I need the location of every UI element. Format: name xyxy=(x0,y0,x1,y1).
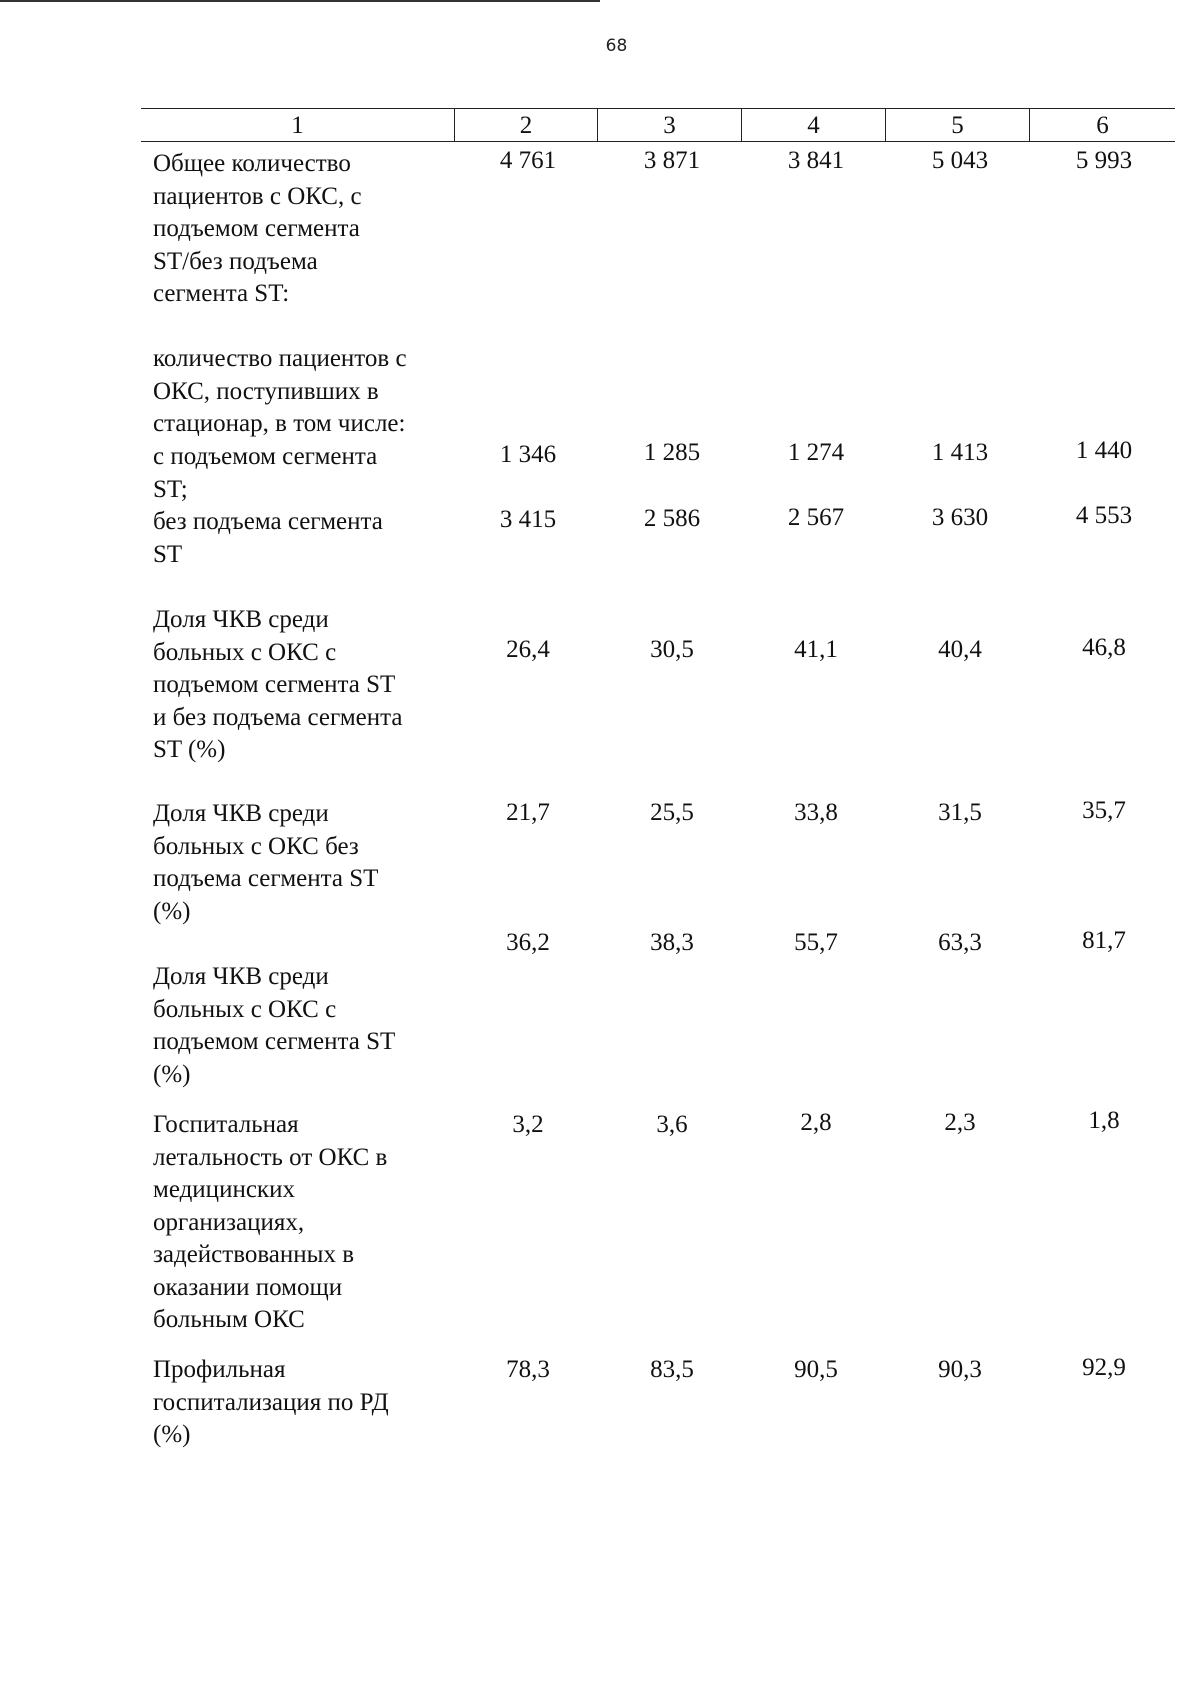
cell-value: 3 841 xyxy=(787,147,845,174)
cell-value: 36,2 xyxy=(506,929,550,956)
page-number: 68 xyxy=(605,36,628,56)
cell-value: 2,3 xyxy=(944,1109,976,1136)
row-label-profile-hospitalization: Профильная госпитализация по РД (%) xyxy=(153,1356,389,1448)
cell-value: 1,8 xyxy=(1088,1107,1120,1134)
cell-value: 30,5 xyxy=(650,636,694,663)
cell-value: 3 871 xyxy=(643,147,701,174)
cell-value: 5 993 xyxy=(1075,147,1133,174)
row-label-pci-share-with-st: Доля ЧКВ среди больных с ОКС с подъемом сегмента ST (%) xyxy=(153,963,396,1088)
cell-value: 4 553 xyxy=(1075,502,1133,529)
cell-value: 31,5 xyxy=(938,799,982,826)
cell-value: 90,3 xyxy=(938,1356,982,1383)
cell-value: 41,1 xyxy=(794,636,838,663)
cell-value: 83,5 xyxy=(650,1356,694,1383)
row-label-hospital-mortality: Госпитальная летальность от ОКС в медицинских организациях, задействованных в оказании помощи больным ОКС xyxy=(153,1111,388,1333)
cell-value: 40,4 xyxy=(938,636,982,663)
row-label-pci-share-total: Доля ЧКВ среди больных с ОКС с подъемом сегмента ST и без подъема сегмента ST (%) xyxy=(153,606,403,763)
cell-value: 3 630 xyxy=(931,504,989,531)
row-label-total-patients: Общее количество пациентов с ОКС, с подъемом сегмента ST/без подъема сегмента ST: xyxy=(153,150,362,307)
header-cell-5: 5 xyxy=(885,109,1029,141)
row-label-with-st: с подъемом сегмента ST; xyxy=(153,443,378,503)
cell-value: 4 761 xyxy=(499,147,557,174)
cell-value: 33,8 xyxy=(794,799,838,826)
cell-value: 26,4 xyxy=(506,636,550,663)
cell-value: 92,9 xyxy=(1082,1354,1126,1381)
scan-edge-rule xyxy=(0,0,600,2)
row-label-without-st: без подъема сегмента ST xyxy=(153,508,383,568)
cell-value: 81,7 xyxy=(1082,927,1126,954)
row-label-hospitalized: количество пациентов с ОКС, поступивших в стационар, в том числе: xyxy=(153,345,407,437)
cell-value: 3,2 xyxy=(512,1111,544,1138)
header-cell-1: 1 xyxy=(291,112,304,139)
cell-value: 38,3 xyxy=(650,929,694,956)
cell-value: 46,8 xyxy=(1082,634,1126,661)
cell-value: 5 043 xyxy=(931,147,989,174)
cell-value: 78,3 xyxy=(506,1356,550,1383)
cell-value: 63,3 xyxy=(938,929,982,956)
cell-value: 1 413 xyxy=(931,439,989,466)
cell-value: 2 567 xyxy=(787,504,845,531)
table-header-row xyxy=(141,108,1175,142)
cell-value: 1 346 xyxy=(499,441,557,468)
cell-value: 90,5 xyxy=(794,1356,838,1383)
row-label-pci-share-without-st: Доля ЧКВ среди больных с ОКС без подъема сегмента ST (%) xyxy=(153,800,379,925)
cell-value: 2,8 xyxy=(800,1109,832,1136)
cell-value: 35,7 xyxy=(1082,797,1126,824)
header-cell-2: 2 xyxy=(454,109,597,141)
header-cell-3: 3 xyxy=(597,109,741,141)
cell-value: 3 415 xyxy=(499,506,557,533)
cell-value: 1 440 xyxy=(1075,437,1133,464)
cell-value: 3,6 xyxy=(656,1111,688,1138)
cell-value: 1 274 xyxy=(787,439,845,466)
cell-value: 55,7 xyxy=(794,929,838,956)
cell-value: 1 285 xyxy=(643,439,701,466)
cell-value: 2 586 xyxy=(643,505,701,532)
cell-value: 21,7 xyxy=(506,799,550,826)
cell-value: 25,5 xyxy=(650,799,694,826)
header-cell-4: 4 xyxy=(741,109,885,141)
header-cell-6: 6 xyxy=(1029,109,1175,141)
